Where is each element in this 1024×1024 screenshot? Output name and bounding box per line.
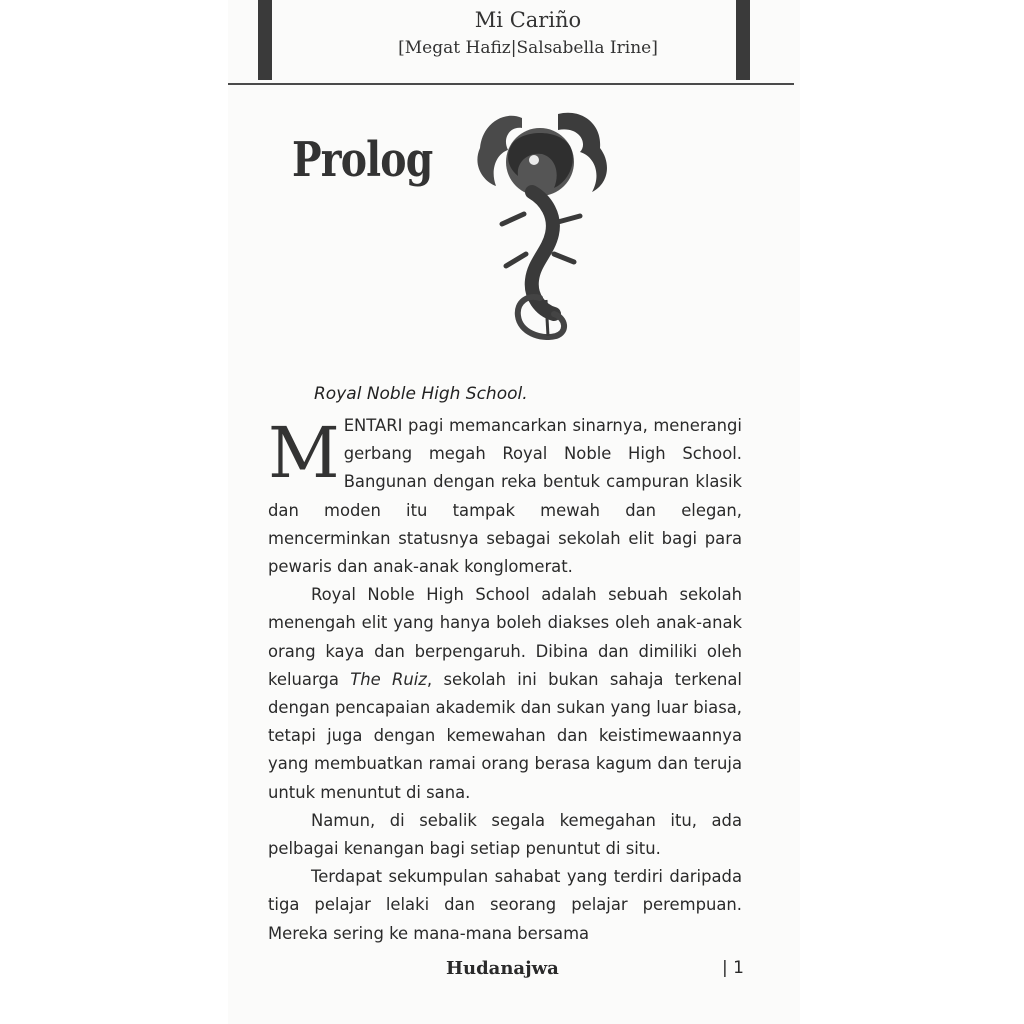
paragraph-2-text-a: Royal Noble High School adalah sebuah sekolah menengah elit yang hanya boleh diakses oleh anak-anak orang kaya dan berpengaruh. Dibina dan dimiliki oleh keluarga — [268, 585, 742, 689]
paragraph-2-text-b: , sekolah ini bukan sahaja terkenal dengan pencapaian akademik dan sukan yang luar biasa, tetapi juga dengan kemewahan dan keistimewaannya yang membuatkan ramai orang berasa kagum dan teruja untuk menuntut di sana. — [268, 669, 742, 802]
page-number: | 1 — [722, 958, 744, 978]
body-text — [268, 412, 742, 948]
running-header-authors: [Megat Hafiz|Salsabella Irine] — [398, 38, 658, 58]
family-name: The Ruiz — [350, 669, 427, 689]
dragon-icon — [462, 104, 612, 340]
header-divider — [228, 83, 794, 85]
chapter-title: Prolog — [292, 132, 433, 188]
footer-publisher: Hudanajwa — [446, 958, 559, 979]
lead-word: ENTARI — [343, 416, 403, 435]
paragraph-1 — [268, 412, 742, 581]
paragraph-2 — [268, 581, 742, 807]
paragraph-1-text: pagi memancarkan sinarnya, menerangi gerbang megah Royal Noble High School. Bangunan dengan reka bentuk campuran klasik dan moden itu tampak mewah dan elegan, mencerminkan statusnya sebagai sekolah elit bagi para pewaris dan anak-anak konglomerat. — [268, 416, 742, 577]
drop-cap: M — [268, 412, 340, 494]
running-header-title: Mi Cariño — [474, 8, 582, 32]
paragraph-4: Terdapat sekumpulan sahabat yang terdiri daripada tiga pelajar lelaki dan seorang pelajar perempuan. Mereka sering ke mana-mana bersama — [268, 867, 742, 943]
book-page — [228, 0, 800, 1024]
paragraph-3: Namun, di sebalik segala kemegahan itu, ada pelbagai kenangan bagi setiap penuntut di situ. — [268, 810, 742, 859]
chapter-location: Royal Noble High School. — [314, 384, 528, 404]
